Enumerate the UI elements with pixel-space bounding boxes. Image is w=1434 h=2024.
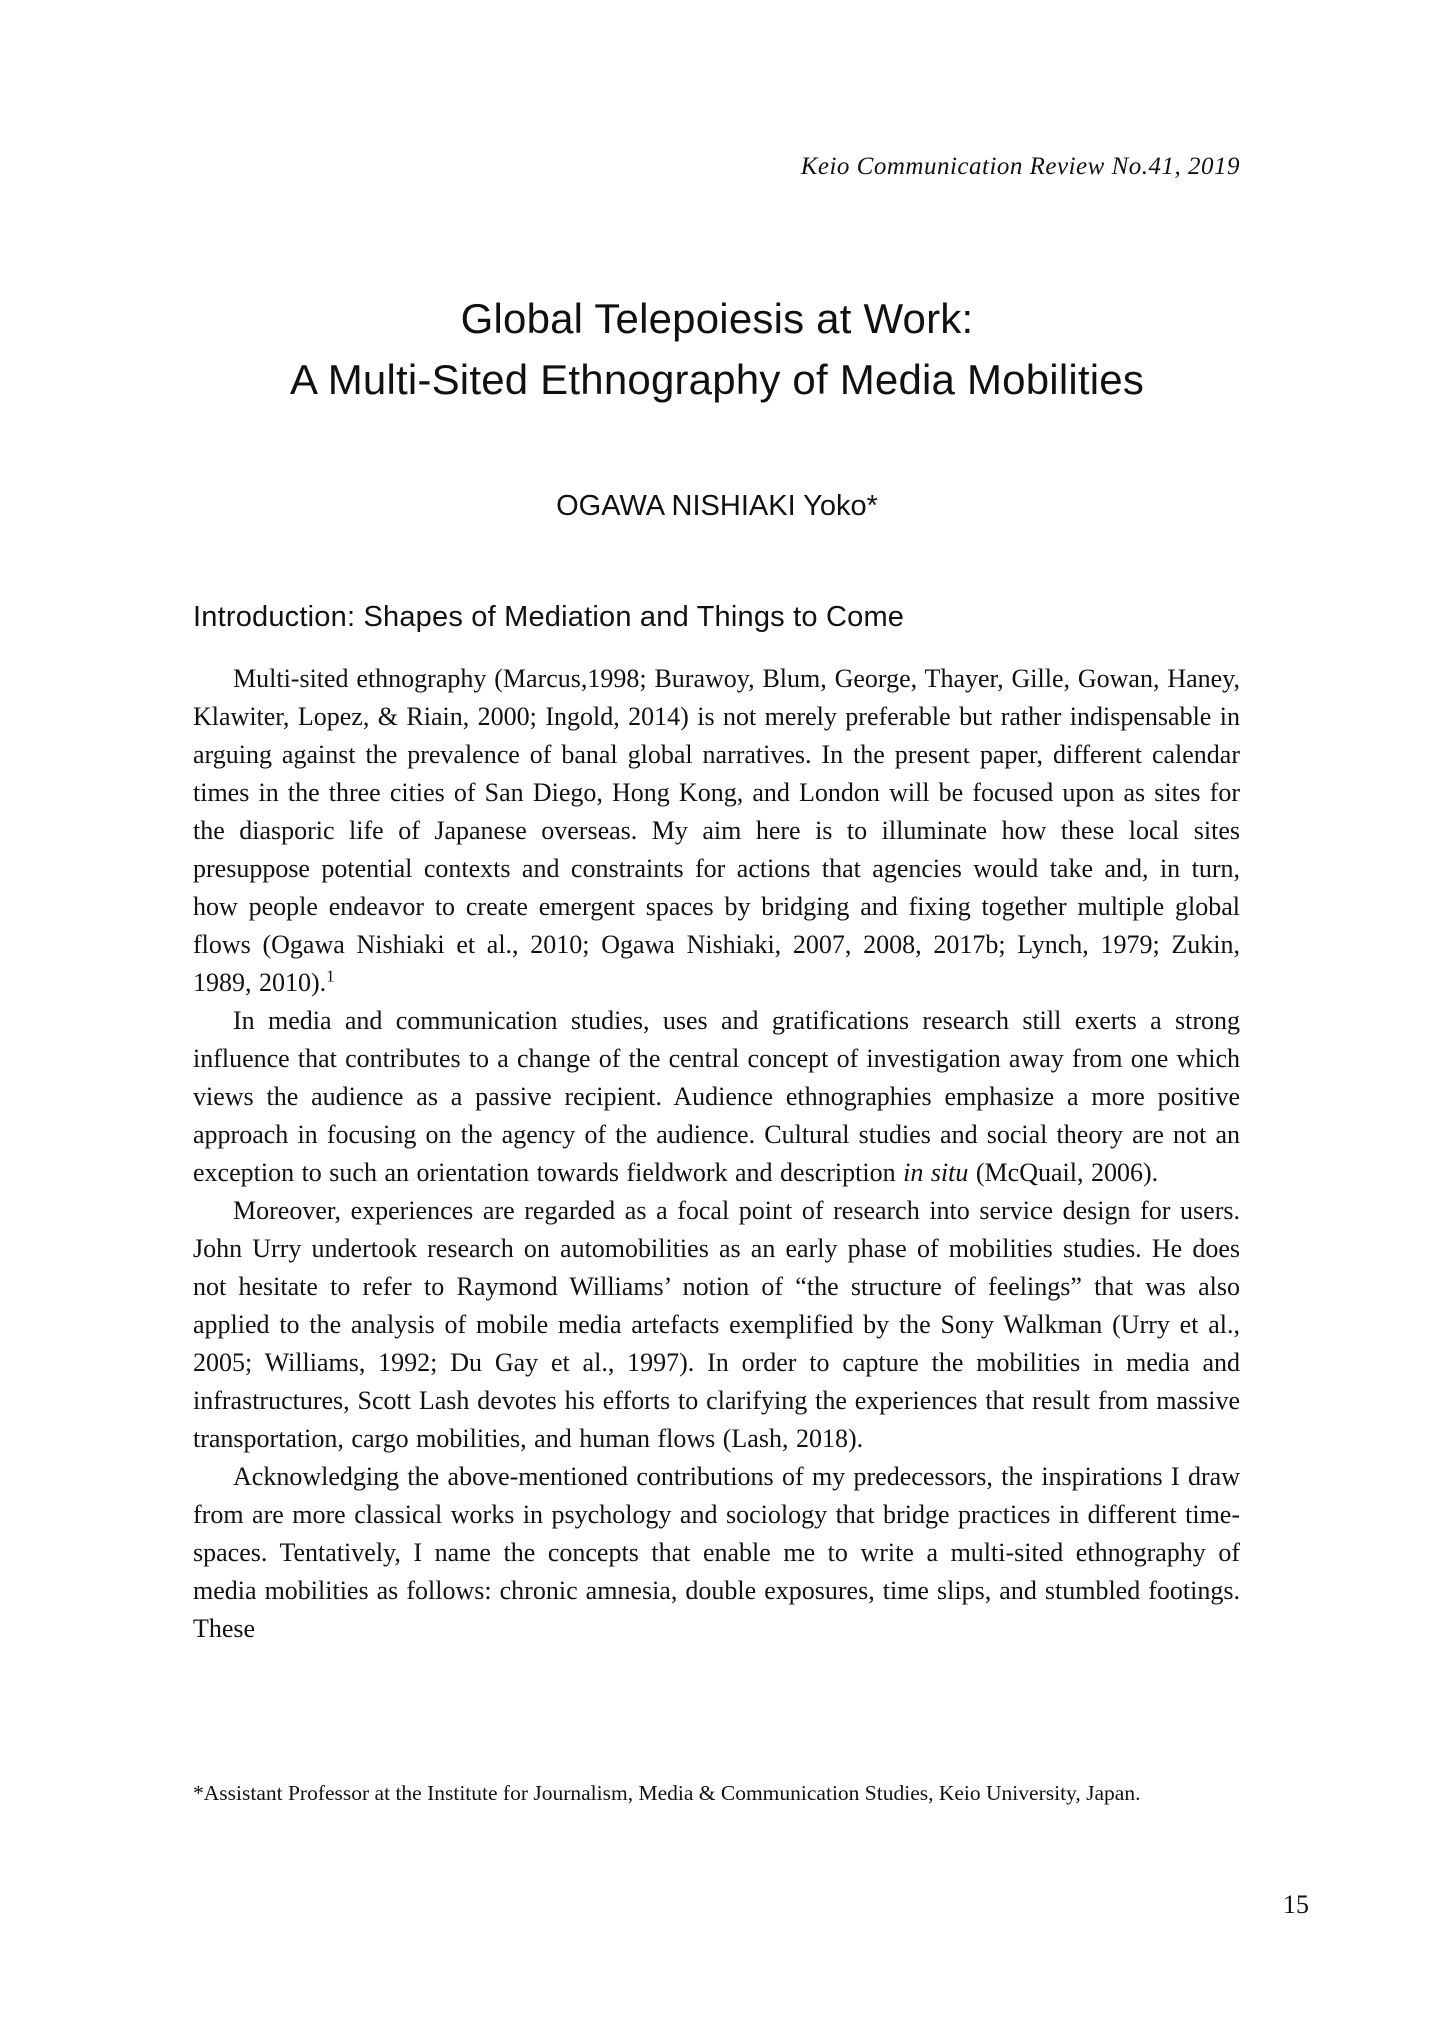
paragraph — [193, 1458, 1240, 1648]
author-line: OGAWA NISHIAKI Yoko* — [556, 490, 878, 522]
paragraph-text: Moreover, experiences are regarded as a focal point of research into service design for users. John Urry undertook research on automobilities as an early phase of mobilities studies. He does not hesitate to refer to Raymond Williams’ notion of “the structure of feelings” that was also applied to the analysis of mobile media artefacts exemplified by the Sony Walkman (Urry et al., 2005; Williams, 1992; Du Gay et al., 1997). In order to capture the mobilities in media and infrastructures, Scott Lash devotes his efforts to clarifying the experiences that result from massive transportation, cargo mobilities, and human flows (Lash, 2018). — [193, 1196, 1240, 1453]
paragraph — [193, 1192, 1240, 1458]
paragraph-text: Multi-sited ethnography (Marcus,1998; Burawoy, Blum, George, Thayer, Gille, Gowan, Haney, Klawiter, Lopez, & Riain, 2000; Ingold, 2014) is not merely preferable but rather indispensable in arguing against the prevalence of banal global narratives. In the present paper, different calendar times in the three cities of San Diego, Hong Kong, and London will be focused upon as sites for the diasporic life of Japanese overseas. My aim here is to illuminate how these local sites presuppose potential contexts and constraints for actions that agencies would take and, in turn, how people endeavor to create emergent spaces by bridging and fixing together multiple global flows (Ogawa Nishiaki et al., 2010; Ogawa Nishiaki, 2007, 2008, 2017b; Lynch, 1979; Zukin, 1989, 2010). — [193, 664, 1240, 997]
article-title-line2: A Multi-Sited Ethnography of Media Mobilities — [289, 356, 1145, 403]
footnote: *Assistant Professor at the Institute for Journalism, Media & Communication Studies, Keio University, Japan. — [193, 1781, 1141, 1805]
paragraphs — [193, 660, 1240, 1648]
paragraph-text: in situ — [903, 1158, 969, 1187]
journal-header: Keio Communication Review No.41, 2019 — [800, 153, 1240, 180]
article-title-line1: Global Telepoiesis at Work: — [460, 295, 974, 342]
page-number: 15 — [1283, 1890, 1309, 1919]
paragraph-text: In media and communication studies, uses and gratifications research still exerts a strong influence that contributes to a change of the central concept of investigation away from one which views the audience as a passive recipient. Audience ethnographies emphasize a more positive approach in focusing on the agency of the audience. Cultural studies and social theory are not an exception to such an orientation towards fieldwork and description — [193, 1006, 1240, 1187]
section-heading: Introduction: Shapes of Mediation and Things to Come — [193, 601, 905, 633]
article-body — [193, 601, 1240, 1648]
footnote-reference: 1 — [326, 966, 335, 986]
paragraph — [193, 1002, 1240, 1192]
paragraph-text: Acknowledging the above-mentioned contributions of my predecessors, the inspirations I draw from are more classical works in psychology and sociology that bridge practices in different time-spaces. Tentatively, I name the concepts that enable me to write a multi-sited ethnography of media mobilities as follows: chronic amnesia, double exposures, time slips, and stumbled footings. These — [193, 1462, 1240, 1643]
paragraph-text: (McQuail, 2006). — [968, 1158, 1159, 1187]
article-title — [0, 288, 1434, 410]
paragraph — [193, 660, 1240, 1002]
